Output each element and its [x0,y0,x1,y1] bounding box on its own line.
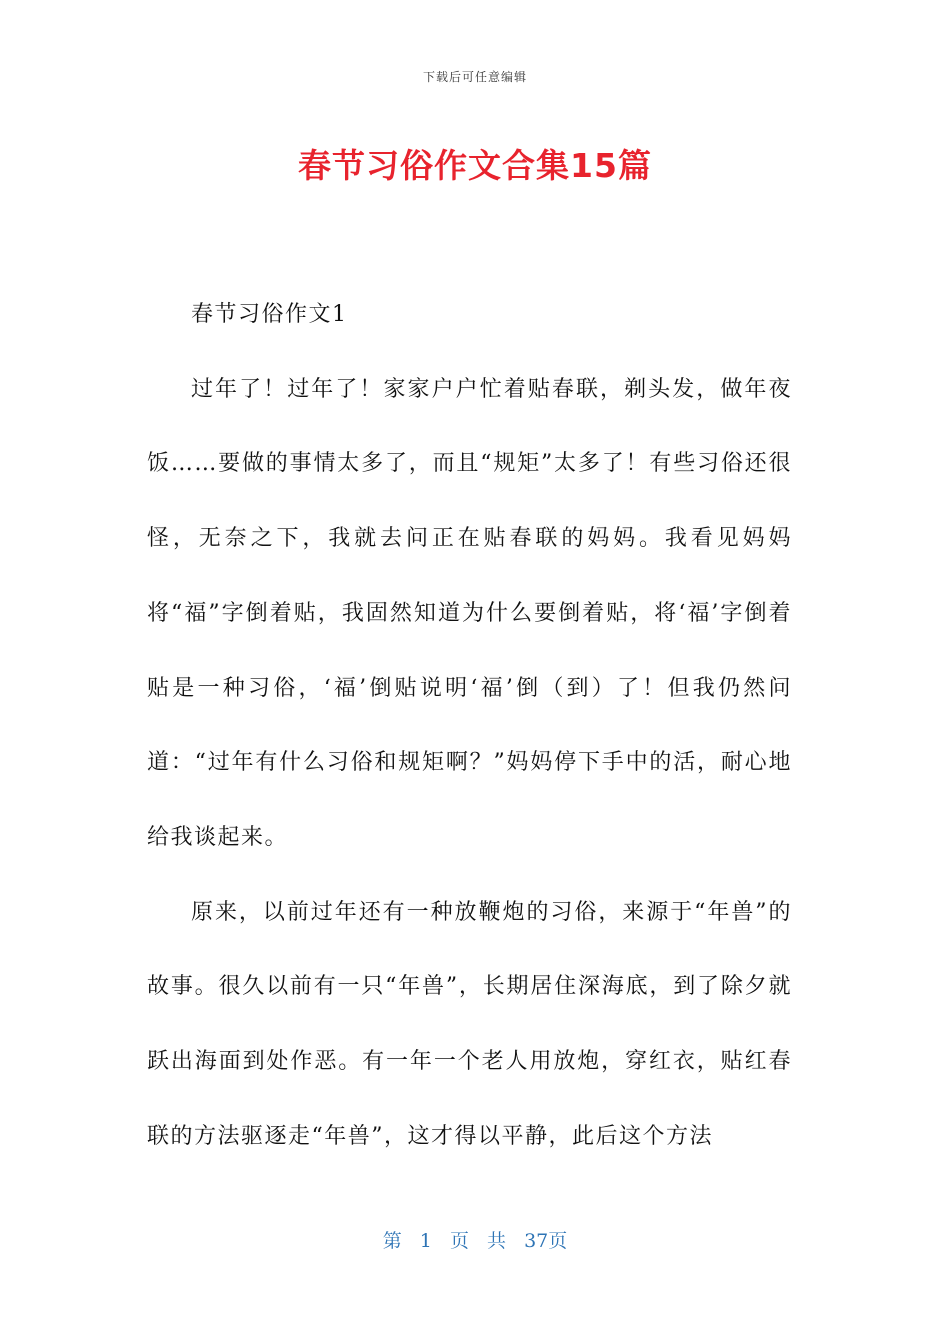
footer-label-ye: 页 [449,1230,469,1252]
section-heading: 春节习俗作文1 [191,302,348,327]
footer-label-gong: 共 [487,1230,507,1252]
page-footer [0,1226,950,1253]
footer-current-page: 1 [419,1230,432,1252]
header-note: 下载后可任意编辑 [422,70,527,84]
document-body [147,278,792,1174]
document-title: 春节习俗作文合集15篇 [298,146,652,185]
footer-total-pages: 37页 [524,1230,568,1252]
paragraph-2: 原来，以前过年还有一种放鞭炮的习俗，来源于“年兽”的故事。很久以前有一只“年兽”，长期居住深海底，到了除夕就跃出海面到处作恶。有一年一个老人用放炮，穿红衣，贴红春联的方法驱逐走“年兽”，这才得以平静，此后这个方法 [147,899,792,1149]
paragraph-1: 过年了！过年了！家家户户忙着贴春联，剃头发，做年夜饭……要做的事情太多了，而且“规矩”太多了！有些习俗还很怪，无奈之下，我就去问正在贴春联的妈妈。我看见妈妈将“福”字倒着贴，我固然知道为什么要倒着贴，将‘福’字倒着贴是一种习俗，‘福’倒贴说明‘福’倒（到）了！但我仍然问道：“过年有什么习俗和规矩啊？”妈妈停下手中的活，耐心地给我谈起来。 [147,376,792,850]
footer-label-di: 第 [382,1230,402,1252]
